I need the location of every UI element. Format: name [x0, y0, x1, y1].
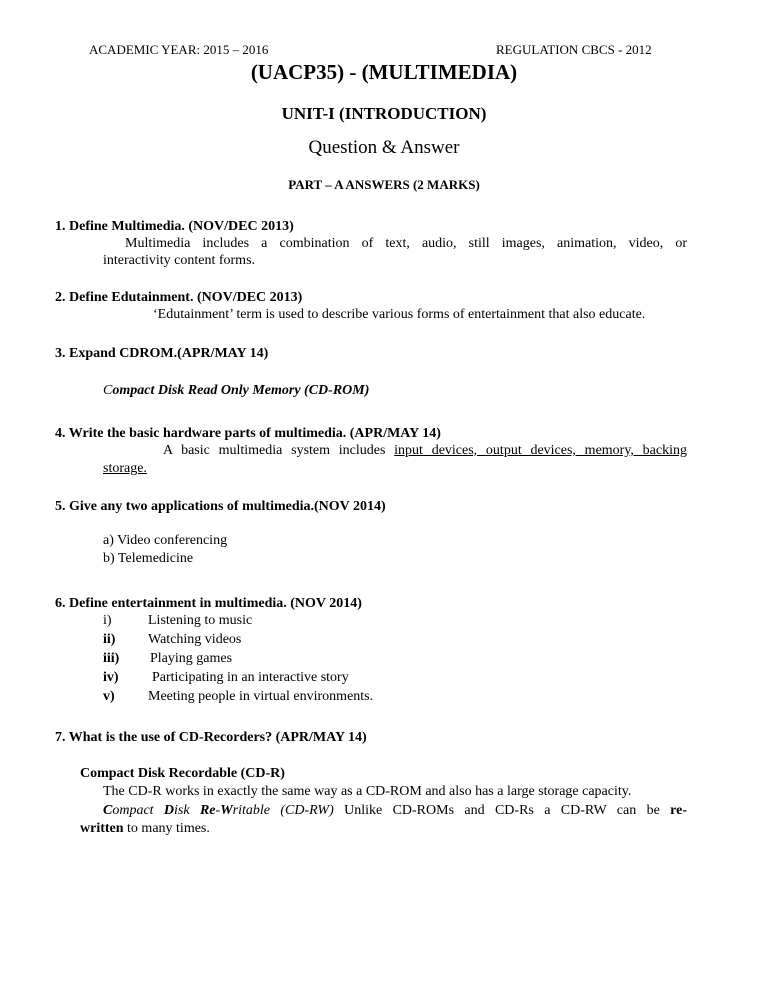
q6-item-num: iv)	[103, 670, 119, 685]
q1-heading: 1. Define Multimedia. (NOV/DEC 2013)	[55, 219, 294, 234]
unit-title: UNIT-I (INTRODUCTION)	[281, 104, 487, 123]
cdrw-c: C	[103, 803, 113, 818]
q4-answer-line2: storage.	[103, 461, 147, 476]
q7-para1: The CD-R works in exactly the same way as a CD-ROM and also has a large storage capacity.	[103, 784, 632, 799]
q6-item-text: Participating in an interactive story	[152, 670, 349, 685]
cdrw-dash: -	[215, 803, 221, 818]
q6-item-text: Watching videos	[148, 632, 242, 647]
q5-heading: 5. Give any two applications of multimedia.(NOV 2014)	[55, 499, 386, 514]
q7-para3-rest: to many times.	[127, 821, 210, 836]
q3-answer-first-letter: C	[103, 383, 113, 398]
cdrw-re: Re	[199, 803, 216, 818]
course-title: (UACP35) - (MULTIMEDIA)	[250, 60, 518, 84]
cdrw-ritable: ritable (CD-RW)	[232, 803, 334, 818]
cdrw-term	[103, 803, 334, 818]
cdrw-ompact: ompact	[112, 803, 164, 818]
q6-item-text: Meeting people in virtual environments.	[148, 689, 374, 704]
q1-answer-line1: Multimedia includes a combination of text, audio, still images, animation, video, or	[125, 236, 687, 251]
q6-heading: 6. Define entertainment in multimedia. (NOV 2014)	[55, 596, 362, 611]
q7-para2-rest: Unlike CD-ROMs and CD-Rs a CD-RW can be	[344, 803, 660, 818]
q7-para3	[80, 821, 210, 837]
q4-answer-line1	[163, 443, 687, 459]
cdrw-d: D	[163, 803, 175, 818]
q3-heading: 3. Expand CDROM.(APR/MAY 14)	[55, 346, 269, 361]
q4-answer-text: A basic multimedia system includes	[163, 443, 386, 458]
q4-heading: 4. Write the basic hardware parts of multimedia. (APR/MAY 14)	[55, 426, 441, 441]
q4-answer-underlined: input devices, output devices, memory, backing	[394, 443, 687, 458]
q3-answer	[103, 383, 369, 399]
q6-item-num: ii)	[103, 632, 116, 647]
q7-heading: 7. What is the use of CD-Recorders? (APR/MAY 14)	[55, 730, 367, 745]
q6-item-num: iii)	[103, 651, 120, 666]
q2-answer: ‘Edutainment’ term is used to describe various forms of entertainment that also educate.	[153, 307, 646, 322]
q7-para2-bold-end: re-	[670, 803, 687, 818]
q3-answer-rest: ompact Disk Read Only Memory (CD-ROM)	[112, 383, 370, 398]
q7-para3-bold: written	[80, 821, 124, 836]
regulation: REGULATION CBCS - 2012	[496, 42, 652, 57]
q7-para2	[103, 803, 687, 819]
q6-item-text: Listening to music	[148, 613, 253, 628]
q6-item-text: Playing games	[150, 651, 233, 666]
q5-item: a) Video conferencing	[103, 533, 228, 548]
cdrw-isk: isk	[174, 803, 200, 818]
q7-subheading: Compact Disk Recordable (CD-R)	[80, 766, 285, 781]
academic-year: ACADEMIC YEAR: 2015 – 2016	[89, 42, 269, 57]
q2-heading: 2. Define Edutainment. (NOV/DEC 2013)	[55, 290, 303, 305]
q6-item-num: i)	[103, 613, 112, 628]
cdrw-w: W	[220, 803, 233, 818]
q5-item: b) Telemedicine	[103, 551, 194, 566]
part-title: PART – A ANSWERS (2 MARKS)	[288, 177, 480, 192]
subtitle: Question & Answer	[308, 137, 460, 158]
q1-answer-line2: interactivity content forms.	[103, 253, 256, 268]
q6-item-num: v)	[103, 689, 115, 704]
